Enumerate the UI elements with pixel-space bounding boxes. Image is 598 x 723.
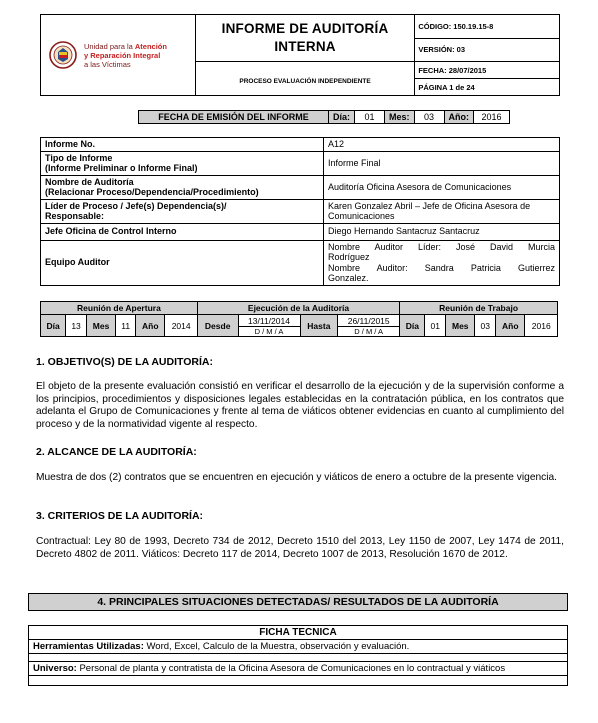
desde-label: Desde xyxy=(197,315,238,337)
equipo-label: Equipo Auditor xyxy=(41,240,324,285)
ano-label: Año: xyxy=(444,111,474,124)
mes-value: 03 xyxy=(414,111,444,124)
trabajo-header: Reunión de Trabajo xyxy=(400,302,558,315)
universo-value: Personal de planta y contratista de la Oficina Asesora de Comunicaciones en lo contractual y viáticos xyxy=(76,663,506,674)
apertura-dia: 13 xyxy=(66,315,87,337)
fecha: FECHA: 28/07/2015 xyxy=(415,62,560,79)
emission-label: FECHA DE EMISIÓN DEL INFORME xyxy=(139,111,329,124)
section-1-text: El objeto de la presente evaluación consistió en verificar el desarrollo de la ejecución y de la supervisión conforme a los principios, procedimientos y disposiciones legales establecidas en la contratación pública, en los contratos que adelanta el Grupo de Comunicaciones y frente al tema de viáticos obtener evidencias en cuanto al cumplimiento del proceso y de la normatividad vigente al respecto. xyxy=(36,381,564,430)
trabajo-mes: 03 xyxy=(475,315,496,337)
process-name: PROCESO EVALUACIÓN INDEPENDIENTE xyxy=(239,77,371,85)
colombia-coat-of-arms-icon xyxy=(48,40,78,70)
dia-label: Día: xyxy=(329,111,355,124)
section-2-title: 2. ALCANCE DE LA AUDITORÍA: xyxy=(36,446,197,458)
apertura-mes-label: Mes xyxy=(86,315,115,337)
trabajo-dia-label: Día xyxy=(400,315,425,337)
informe-no-label: Informe No. xyxy=(41,138,324,152)
section-3-text: Contractual: Ley 80 de 1993, Decreto 734 de 2012, Decreto 1510 del 2013, Ley 1150 de 2007, Ley 1474 de 2011, Decreto 4802 de 2011. Viáticos: Decreto 117 de 2014, Decreto 1007 de 2013, Resolución 1670 de 2012. xyxy=(36,536,564,560)
trabajo-ano: 2016 xyxy=(525,315,558,337)
pagina: PÁGINA 1 de 24 xyxy=(415,79,560,96)
lider-value: Karen Gonzalez Abril – Jefe de Oficina Asesora de Comunicaciones xyxy=(324,199,560,223)
codigo: CÓDIGO: 150.19.15-8 xyxy=(415,15,560,39)
lider-label: Líder de Proceso / Jefe(s) Dependencia(s)/ Responsable: xyxy=(41,199,324,223)
hasta-label: Hasta xyxy=(300,315,338,337)
universo-row xyxy=(29,662,568,676)
apertura-ano-label: Año xyxy=(136,315,165,337)
section-1-title: 1. OBJETIVO(S) DE LA AUDITORÍA: xyxy=(36,356,213,368)
mes-label: Mes: xyxy=(385,111,415,124)
agency-logo-text: Unidad para la Atención y Reparación Integral a las Víctimas xyxy=(84,41,167,69)
herramientas-label: Herramientas Utilizadas: xyxy=(33,641,144,652)
apertura-header: Reunión de Apertura xyxy=(41,302,198,315)
emission-date-table xyxy=(138,110,510,124)
report-info-table xyxy=(40,137,560,286)
process-cell xyxy=(195,62,415,96)
nombre-label: Nombre de Auditoría (Relacionar Proceso/Dependencia/Procedimiento) xyxy=(41,175,324,199)
hasta-value: 26/11/2015 D / M / A xyxy=(338,315,400,337)
spacer-row-2 xyxy=(29,676,568,686)
logo-cell xyxy=(41,15,196,96)
section-3-title: 3. CRITERIOS DE LA AUDITORÍA: xyxy=(36,510,204,522)
ficha-tecnica-table xyxy=(28,625,568,686)
ano-value: 2016 xyxy=(474,111,510,124)
herramientas-row xyxy=(29,640,568,654)
document-title: INFORME DE AUDITORÍA INTERNA xyxy=(221,21,389,55)
title-cell xyxy=(195,15,415,62)
ficha-title: FICHA TECNICA xyxy=(29,626,568,640)
ejecucion-header: Ejecución de la Auditoría xyxy=(197,302,399,315)
tipo-label: Tipo de Informe (Informe Preliminar o Informe Final) xyxy=(41,151,324,175)
section-2-text: Muestra de dos (2) contratos que se encuentren en ejecución y viáticos de enero a octubre de la presente vigencia. xyxy=(36,472,558,483)
informe-no-value: A12 xyxy=(324,138,560,152)
tipo-value: Informe Final xyxy=(324,151,560,175)
equipo-value: Nombre Auditor Líder: José David Murcia Rodríguez Nombre Auditor: Sandra Patricia Gutierrez Gonzalez. xyxy=(324,240,560,285)
universo-label: Universo: xyxy=(33,663,77,674)
trabajo-dia: 01 xyxy=(425,315,446,337)
version: VERSIÓN: 03 xyxy=(415,38,560,62)
section-4-title: 4. PRINCIPALES SITUACIONES DETECTADAS/ RESULTADOS DE LA AUDITORÍA xyxy=(28,593,568,611)
herramientas-value: Word, Excel, Calculo de la Muestra, observación y evaluación. xyxy=(143,641,410,652)
apertura-ano: 2014 xyxy=(165,315,197,337)
meetings-table xyxy=(40,301,558,337)
nombre-value: Auditoría Oficina Asesora de Comunicaciones xyxy=(324,175,560,199)
trabajo-ano-label: Año xyxy=(496,315,525,337)
desde-value: 13/11/2014 D / M / A xyxy=(238,315,300,337)
apertura-mes: 11 xyxy=(116,315,136,337)
jefe-label: Jefe Oficina de Control Interno xyxy=(41,223,324,240)
dia-value: 01 xyxy=(355,111,385,124)
document-header xyxy=(40,14,560,96)
apertura-dia-label: Día xyxy=(41,315,66,337)
jefe-value: Diego Hernando Santacruz Santacruz xyxy=(324,223,560,240)
trabajo-mes-label: Mes xyxy=(446,315,475,337)
spacer-row xyxy=(29,654,568,662)
